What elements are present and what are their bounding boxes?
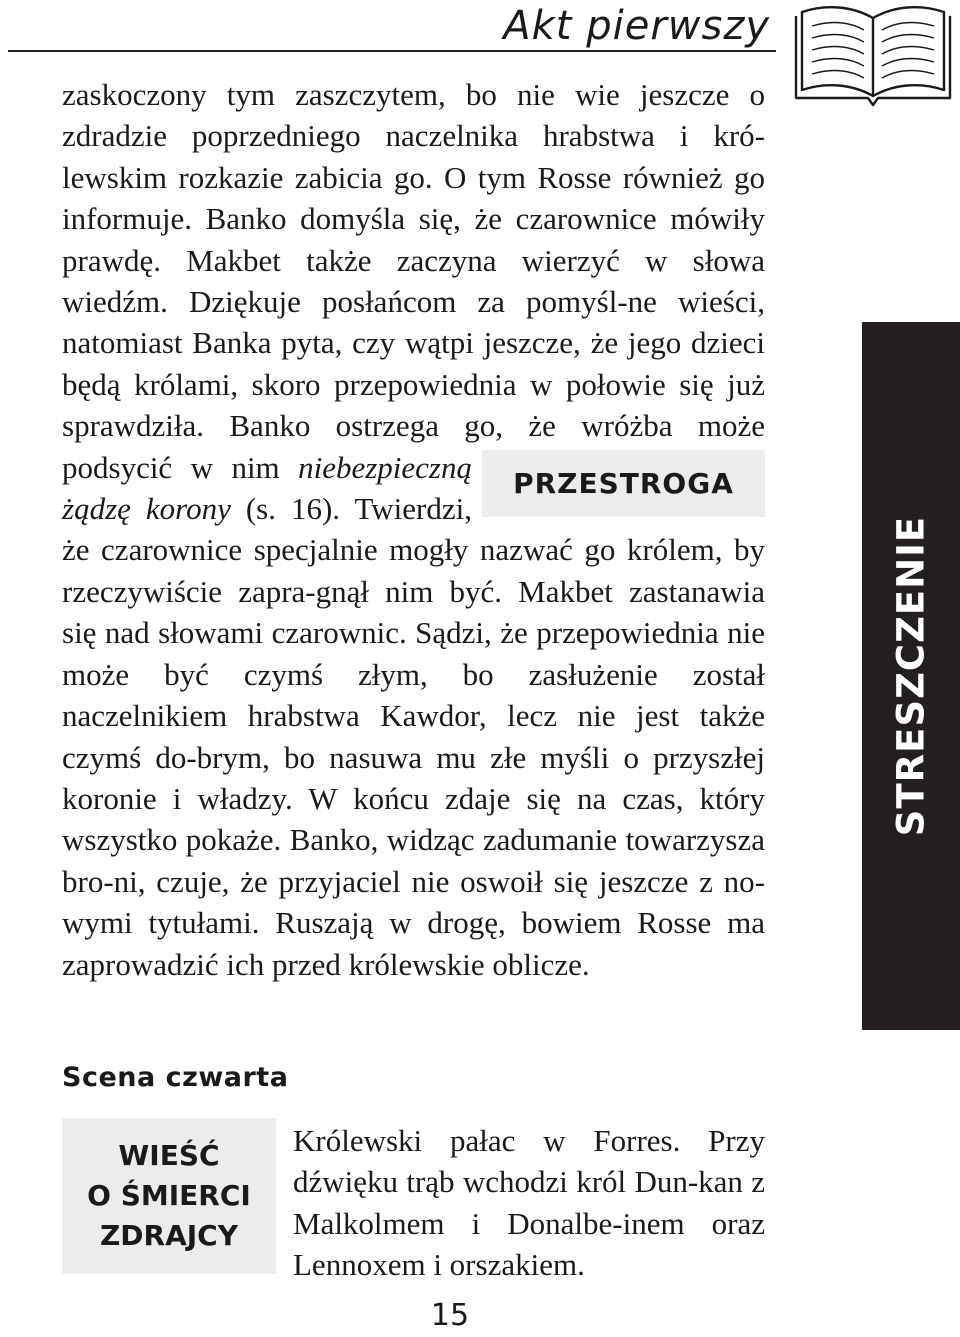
main-text-part1: zaskoczony tym zaszczytem, bo nie wie jeszcze o zdradzie poprzedniego naczelnika hrabstwa i kró-lewskim rozkazie zabicia go. O tym Rosse również go informuje. Banko domyśla się, że czarownice mówiły prawdę. Makbet także zaczyna wierzyć w słowa wiedźm. Dziękuje posłańcom za pomyśl-ne wieści, natomiast Banka pyta, czy wątpi jeszcze, że jego dzieci będą królami, skoro przepowiednia w połowie się już sprawdziła. Banko ostrzega go, że wróżba może podsycić w nim [62, 77, 765, 485]
page-number: 15 [430, 1298, 470, 1333]
scene-title: Scena czwarta [62, 1062, 289, 1093]
scene-note-label [87, 1136, 251, 1256]
callout-box [482, 450, 765, 517]
main-text-part2: (s. 16). Twierdzi, że czarownice specjalnie mogły nazwać go królem, by rzeczywiście zapra-gnął nim być. Makbet zastanawia się nad słowami czarownic. Sądzi, że przepowiednia nie może być czymś złym, bo zasłużenie został naczelnikiem hrabstwa Kawdor, lecz nie jest także czymś do-brym, bo nasuwa mu złe myśli o przyszłej koronie i władzy. W końcu zdaje się na czas, który wszystko pokaże. Banko, widząc zadumanie towarzysza bro-ni, czuje, że przyjaciel nie oswoił się jeszcze z no-wymi tytułami. Ruszają w drogę, bowiem Rosse ma zaprowadzić ich przed królewskie oblicze. [62, 491, 765, 982]
side-tab [862, 322, 960, 1030]
scene-note-line-3: ZDRAJCY [99, 1219, 239, 1252]
callout-label: PRZESTROGA [513, 466, 734, 500]
book-icon [790, 4, 956, 108]
main-text-emphasis: niebezpieczną żądzę korony [62, 449, 472, 527]
scene-note-line-1: WIEŚĆ [118, 1139, 220, 1172]
chapter-title: Akt pierwszy [503, 3, 770, 49]
side-tab-label: STRESZCZENIE [889, 515, 933, 837]
main-paragraph [62, 74, 765, 985]
scene-text: Królewski pałac w Forres. Przy dźwięku trąb wchodzi król Dun-kan z Malkolmem i Donalbe-inem oraz Lennoxem i orszakiem. [293, 1123, 765, 1283]
main-text [62, 74, 765, 985]
scene-note-box [62, 1118, 276, 1274]
header-rule [8, 50, 776, 52]
scene-note-line-2: O ŚMIERCI [87, 1179, 251, 1212]
